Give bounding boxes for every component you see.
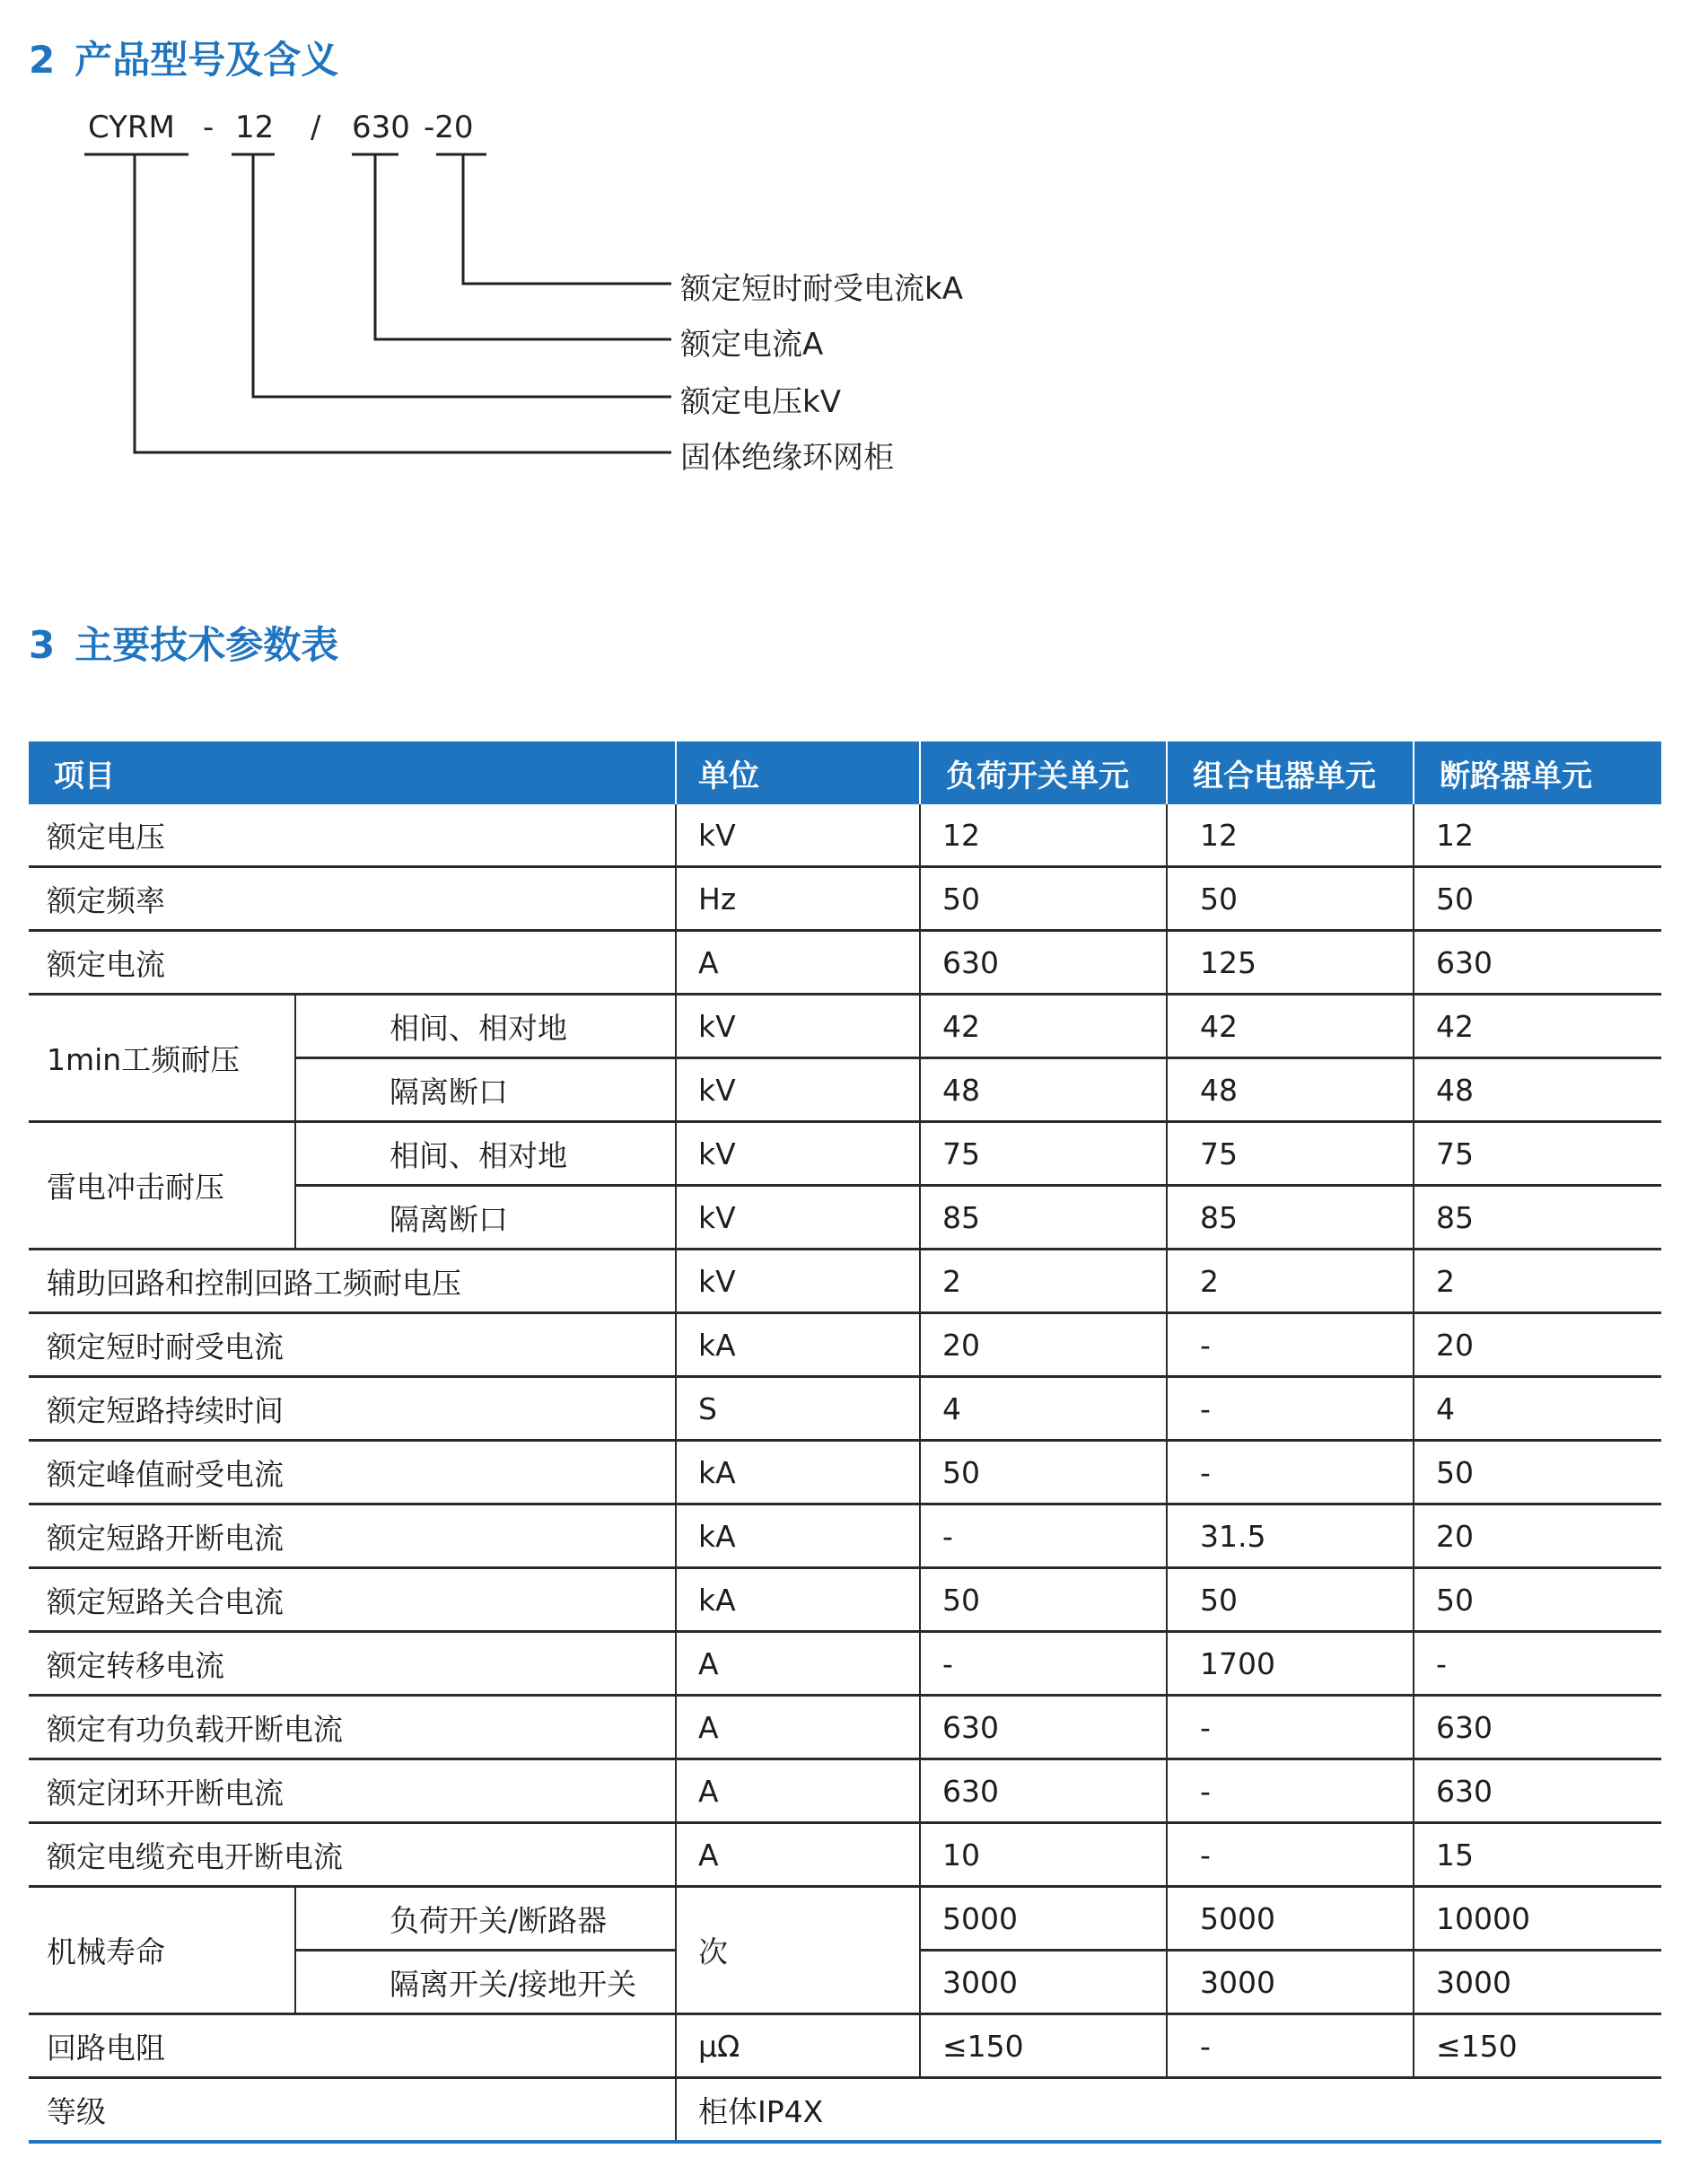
row-value: 48 [1167,1058,1414,1122]
row-value: ≤150 [920,2014,1167,2078]
meaning-product-type: 固体绝缘环网柜 [680,440,894,476]
row-value: 12 [1167,804,1414,867]
row-unit: kA [676,1568,920,1632]
row-unit: S [676,1377,920,1441]
model-code-lines [0,0,1690,503]
row-item: 额定有功负载开断电流 [29,1696,676,1759]
row-value: 1700 [1167,1632,1414,1696]
table-row [29,1377,1661,1441]
code-voltage: 12 [235,110,275,145]
row-value: 50 [920,867,1167,931]
row-item: 额定频率 [29,867,676,931]
row-item: 额定短时耐受电流 [29,1313,676,1377]
row-unit: kV [676,804,920,867]
row-value: 4 [920,1377,1167,1441]
row-unit: kV [676,1122,920,1186]
row-value: - [1167,1696,1414,1759]
row-value: 20 [920,1313,1167,1377]
row-unit: 次 [676,1887,920,2014]
table-row [29,1823,1661,1887]
row-value: 12 [920,804,1167,867]
row-item: 额定电缆充电开断电流 [29,1823,676,1887]
row-item: 额定转移电流 [29,1632,676,1696]
row-unit: Hz [676,867,920,931]
table-row [29,1441,1661,1504]
row-subitem: 相间、相对地 [295,1122,676,1186]
row-unit: A [676,931,920,995]
header-breaker-unit: 断路器单元 [1414,741,1661,804]
row-value: 85 [1167,1186,1414,1250]
row-subitem: 隔离断口 [295,1186,676,1250]
section-number: 2 [29,38,56,82]
row-item: 辅助回路和控制回路工频耐电压 [29,1250,676,1313]
row-unit: μΩ [676,2014,920,2078]
row-value: 2 [1167,1250,1414,1313]
table-row [29,2078,1661,2143]
table-row [29,1759,1661,1823]
meaning-rated-voltage: 额定电压kV [680,384,841,420]
row-value: 50 [1414,1441,1661,1504]
row-value: 75 [1414,1122,1661,1186]
row-value: 2 [920,1250,1167,1313]
row-item: 额定短路开断电流 [29,1504,676,1568]
row-item: 额定闭环开断电流 [29,1759,676,1823]
header-item: 项目 [29,741,676,804]
row-value: 12 [1414,804,1661,867]
row-item: 额定短路关合电流 [29,1568,676,1632]
section-title: 产品型号及含义 [74,38,339,82]
row-unit: A [676,1823,920,1887]
row-item: 额定电流 [29,931,676,995]
row-value: 50 [920,1568,1167,1632]
code-slash: / [311,110,321,145]
row-unit: kV [676,1058,920,1122]
row-value: 630 [920,1696,1167,1759]
row-value: 50 [1167,867,1414,931]
table-row [29,1504,1661,1568]
row-unit: kA [676,1441,920,1504]
row-value: 85 [920,1186,1167,1250]
row-value: 630 [1414,1696,1661,1759]
row-value: - [1167,1441,1414,1504]
row-value: 125 [1167,931,1414,995]
row-value: - [1167,1823,1414,1887]
table-row [29,1122,1661,1186]
row-group: 雷电冲击耐压 [29,1122,295,1250]
row-value: 2 [1414,1250,1661,1313]
row-value: 42 [1414,995,1661,1058]
row-unit: kV [676,995,920,1058]
row-unit: kA [676,1313,920,1377]
code-short-current: -20 [424,110,474,145]
row-subitem: 隔离开关/接地开关 [295,1951,676,2014]
row-value: - [920,1632,1167,1696]
row-subitem: 相间、相对地 [295,995,676,1058]
row-value: 10000 [1414,1887,1661,1951]
table-row [29,931,1661,995]
section-title: 主要技术参数表 [74,623,339,667]
row-value: - [1414,1632,1661,1696]
row-unit: A [676,1632,920,1696]
row-unit: A [676,1759,920,1823]
row-value: 630 [920,1759,1167,1823]
table-row [29,995,1661,1058]
row-subitem: 隔离断口 [295,1058,676,1122]
table-row [29,804,1661,867]
row-value: 3000 [1167,1951,1414,2014]
row-value: 5000 [920,1887,1167,1951]
code-series: CYRM [88,110,175,145]
table-row [29,867,1661,931]
row-value: 31.5 [1167,1504,1414,1568]
row-value: 630 [1414,1759,1661,1823]
row-value: 630 [920,931,1167,995]
code-dash: - [203,110,215,145]
row-value: 3000 [1414,1951,1661,2014]
row-group: 机械寿命 [29,1887,295,2014]
row-value: 50 [920,1441,1167,1504]
meaning-rated-current: 额定电流A [680,327,824,363]
row-group: 1min工频耐压 [29,995,295,1122]
model-code-diagram [0,0,1690,503]
row-value: 3000 [920,1951,1167,2014]
section-3-heading [29,616,338,670]
row-value: 48 [920,1058,1167,1122]
row-value: 85 [1414,1186,1661,1250]
row-value: - [1167,1313,1414,1377]
header-combination-unit: 组合电器单元 [1167,741,1414,804]
row-value: 630 [1414,931,1661,995]
table-row [29,1696,1661,1759]
table-row [29,1250,1661,1313]
row-value: 75 [1167,1122,1414,1186]
header-load-switch-unit: 负荷开关单元 [920,741,1167,804]
row-value: ≤150 [1414,2014,1661,2078]
row-value: 42 [920,995,1167,1058]
row-subitem: 负荷开关/断路器 [295,1887,676,1951]
row-unit: 柜体IP4X [676,2078,1661,2143]
row-value: - [920,1504,1167,1568]
table-row [29,2014,1661,2078]
meaning-short-time-current: 额定短时耐受电流kA [680,271,963,307]
row-item: 额定短路持续时间 [29,1377,676,1441]
row-value: - [1167,1377,1414,1441]
row-value: 50 [1167,1568,1414,1632]
row-value: 5000 [1167,1887,1414,1951]
table-row [29,1632,1661,1696]
row-unit: kV [676,1250,920,1313]
code-current: 630 [352,110,410,145]
row-value: 42 [1167,995,1414,1058]
row-item: 额定峰值耐受电流 [29,1441,676,1504]
row-unit: kV [676,1186,920,1250]
technical-parameters-table [29,741,1661,2144]
table-row [29,1313,1661,1377]
row-value: - [1167,1759,1414,1823]
row-unit: kA [676,1504,920,1568]
row-value: 4 [1414,1377,1661,1441]
row-item: 额定电压 [29,804,676,867]
row-item: 回路电阻 [29,2014,676,2078]
table-header-row [29,741,1661,804]
row-value: 50 [1414,867,1661,931]
row-value: 20 [1414,1504,1661,1568]
row-value: - [1167,2014,1414,2078]
row-value: 15 [1414,1823,1661,1887]
section-number: 3 [29,623,56,667]
row-value: 75 [920,1122,1167,1186]
header-unit: 单位 [676,741,920,804]
row-value: 50 [1414,1568,1661,1632]
row-value: 20 [1414,1313,1661,1377]
table-row [29,1887,1661,1951]
row-unit: A [676,1696,920,1759]
row-value: 10 [920,1823,1167,1887]
row-value: 48 [1414,1058,1661,1122]
table-row [29,1568,1661,1632]
row-item: 等级 [29,2078,676,2143]
